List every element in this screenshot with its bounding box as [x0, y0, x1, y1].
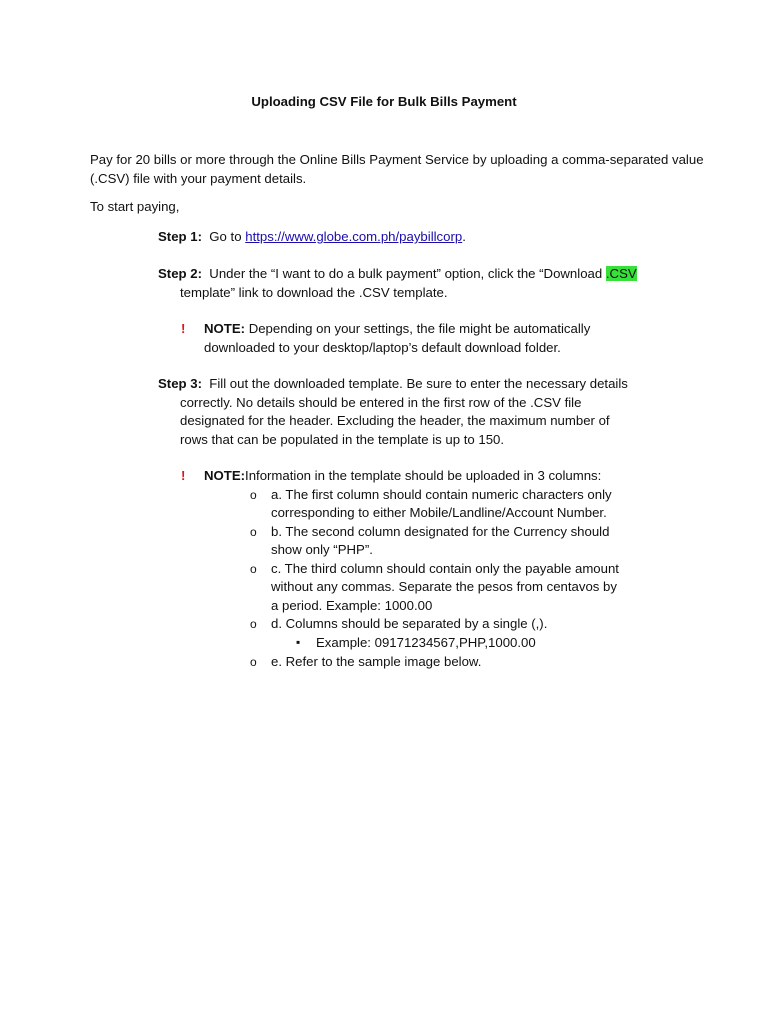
- circle-bullet-icon: o: [250, 562, 257, 576]
- list-item-a: a. The first column should contain numeric characters only: [271, 487, 612, 502]
- step-2-line-2: template” link to download the .CSV template.: [180, 285, 448, 300]
- list-item-a-line-2: corresponding to either Mobile/Landline/Account Number.: [271, 505, 607, 520]
- intro-line-1: Pay for 20 bills or more through the Online Bills Payment Service by uploading a comma-separated value: [90, 152, 704, 167]
- step-3-label: Step 3:: [158, 376, 202, 391]
- note-text: Depending on your settings, the file might be automatically: [248, 321, 591, 336]
- warning-icon: !: [181, 468, 186, 483]
- step-1-period: .: [462, 229, 466, 244]
- list-item-e: e. Refer to the sample image below.: [271, 654, 482, 669]
- step-2-note-line-2: downloaded to your desktop/laptop’s default download folder.: [204, 340, 561, 355]
- circle-bullet-icon: o: [250, 488, 257, 502]
- list-item-c-line-2: without any commas. Separate the pesos from centavos by: [271, 579, 617, 594]
- step-3-line-4: rows that can be populated in the template is up to 150.: [180, 432, 505, 447]
- step-2-label: Step 2:: [158, 266, 202, 281]
- list-item-d-example: Example: 09171234567,PHP,1000.00: [316, 635, 536, 650]
- step-3-line-3: designated for the header. Excluding the header, the maximum number of: [180, 413, 610, 428]
- step-2-note: [204, 320, 590, 338]
- list-item-c: c. The third column should contain only the payable amount: [271, 561, 619, 576]
- circle-bullet-icon: o: [250, 655, 257, 669]
- intro-line-2: (.CSV) file with your payment details.: [90, 171, 307, 186]
- step-3: [158, 375, 628, 393]
- list-item-d: d. Columns should be separated by a single (,).: [271, 616, 548, 631]
- step-3-text: Fill out the downloaded template. Be sure to enter the necessary details: [209, 376, 628, 391]
- list-item-b-line-2: show only “PHP”.: [271, 542, 373, 557]
- page-title: Uploading CSV File for Bulk Bills Payment: [251, 94, 517, 109]
- step-2: [158, 265, 637, 283]
- paybillcorp-link[interactable]: https://www.globe.com.ph/paybillcorp: [245, 229, 463, 244]
- csv-highlight: .CSV: [605, 266, 637, 281]
- warning-icon: !: [181, 321, 186, 336]
- start-paying-text: To start paying,: [90, 199, 180, 214]
- note-label: NOTE:: [204, 468, 246, 483]
- step-3-note: [204, 467, 601, 485]
- circle-bullet-icon: o: [250, 525, 257, 539]
- note-label: NOTE:: [204, 321, 246, 336]
- circle-bullet-icon: o: [250, 617, 257, 631]
- step-1: [158, 228, 466, 246]
- step-1-text: Go to: [209, 229, 242, 244]
- square-bullet-icon: ▪: [296, 635, 301, 649]
- step-1-label: Step 1:: [158, 229, 202, 244]
- step-3-line-2: correctly. No details should be entered in the first row of the .CSV file: [180, 395, 582, 410]
- list-item-b: b. The second column designated for the Currency should: [271, 524, 610, 539]
- note-text: Information in the template should be uploaded in 3 columns:: [245, 468, 602, 483]
- step-2-text: Under the “I want to do a bulk payment” option, click the “Download: [209, 266, 603, 281]
- list-item-c-line-3: a period. Example: 1000.00: [271, 598, 433, 613]
